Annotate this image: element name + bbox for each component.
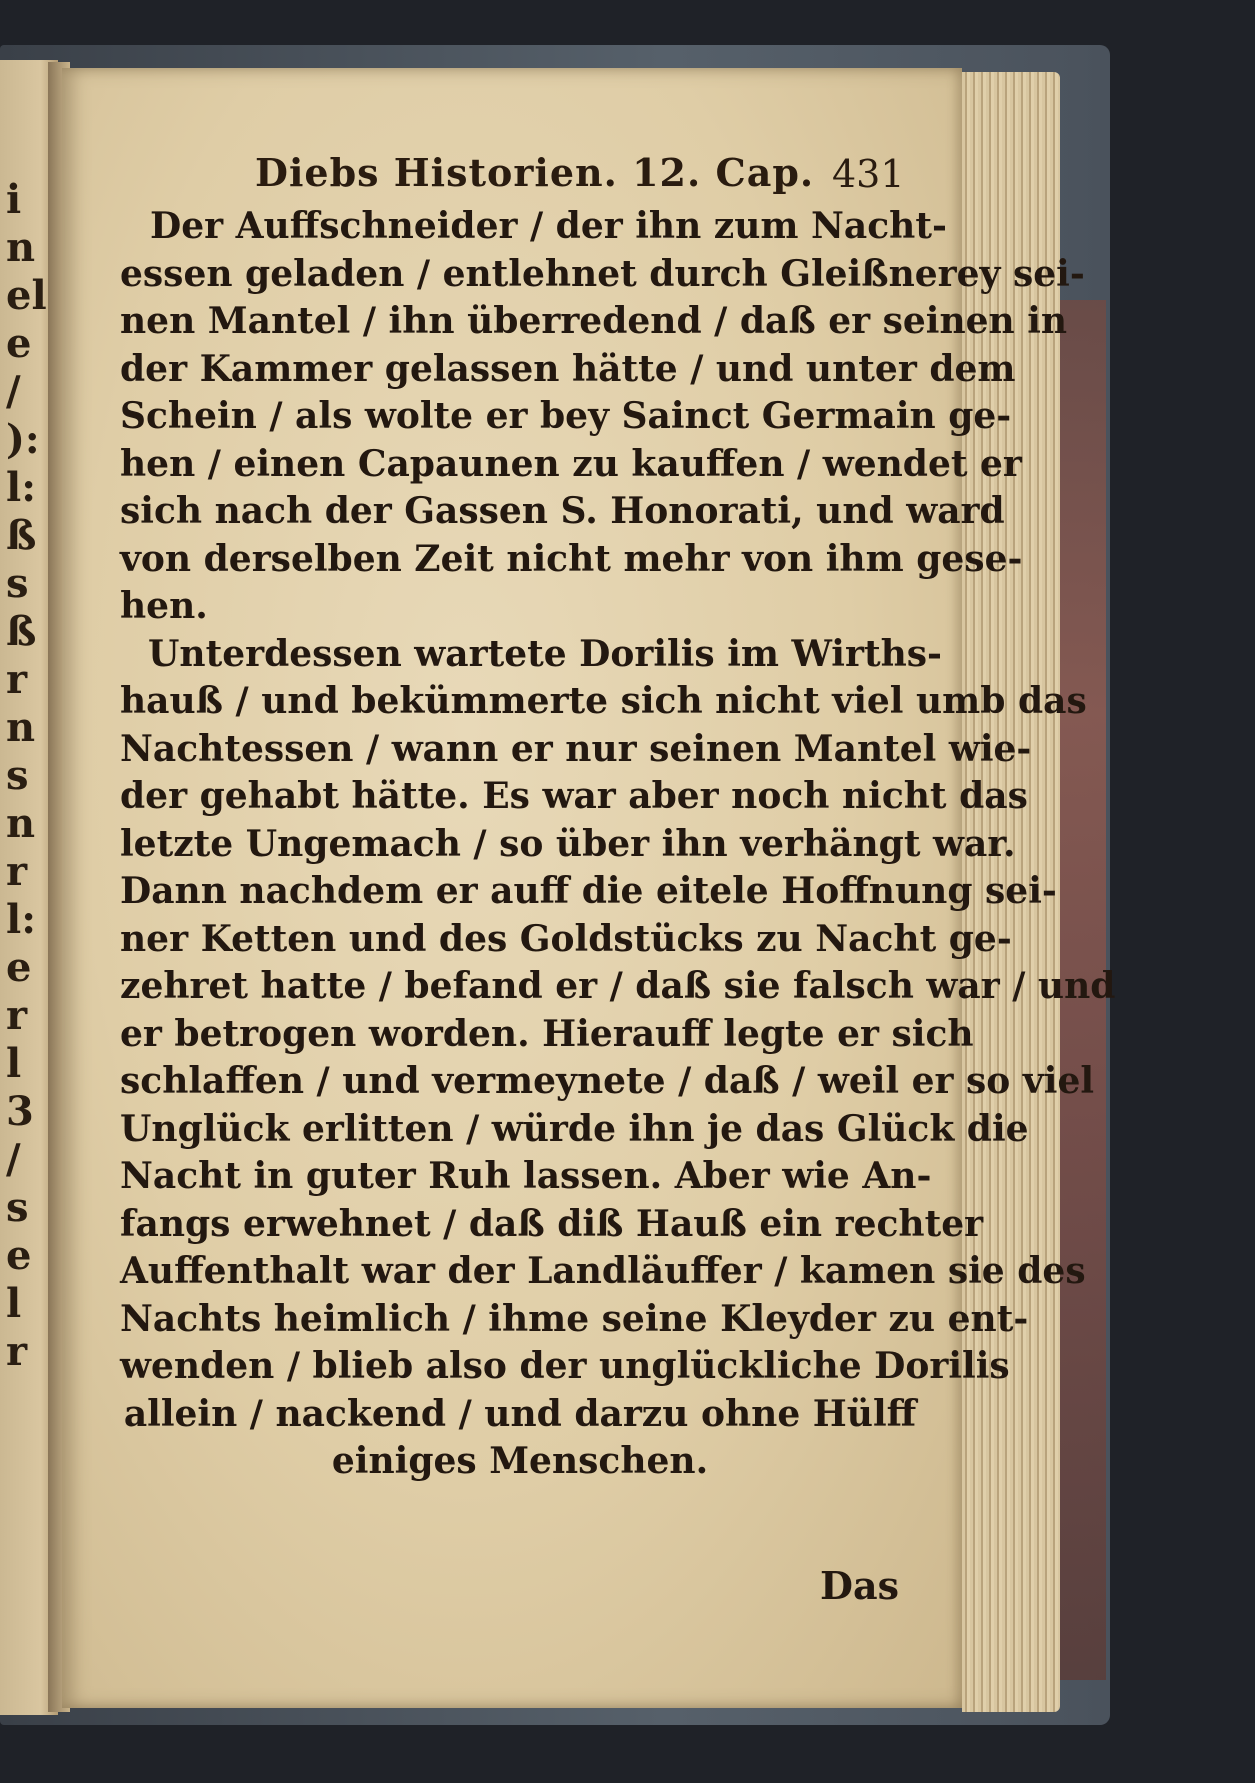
previous-page-fragment: / (6, 368, 21, 415)
previous-page-fragment: l: (6, 896, 36, 943)
text-line: einiges Menschen. (331, 1440, 709, 1482)
text-line: Nachts heimlich / ihme seine Kleyder zu ent- (120, 1297, 1029, 1340)
text-line: schlaffen / und vermeynete / daß / weil er so viel (120, 1060, 1095, 1102)
text-line: nen Mantel / ihn überredend / daß er seinen in (120, 300, 1068, 342)
text-line: Nachtessen / wann er nur seinen Mantel wie- (120, 727, 1032, 770)
previous-page-fragment: / (6, 1136, 21, 1183)
previous-page-fragment: e (6, 1232, 32, 1279)
previous-page-fragment: l (6, 1280, 22, 1327)
text-line: sich nach der Gassen S. Honorati, und ward (120, 490, 1005, 532)
previous-page-fragment: s (6, 1184, 29, 1231)
text-line: Der Auffschneider / der ihn zum Nacht- (150, 205, 947, 247)
text-line: wenden / blieb also der unglückliche Dorilis (120, 1345, 1010, 1387)
previous-page-fragment: n (6, 800, 36, 847)
text-line: allein / nackend / und darzu ohne Hülff (123, 1392, 917, 1435)
page-header (0, 150, 1255, 210)
text-line: hen. (120, 585, 208, 627)
text-line: hen / einen Capaunen zu kauffen / wendet er (120, 442, 1022, 485)
text-line: ner Ketten und des Goldstücks zu Nacht ge- (120, 917, 1012, 960)
text-line: der gehabt hätte. Es war aber noch nicht das (120, 775, 1028, 817)
page-number: 431 (832, 152, 905, 196)
text-line: Unterdessen wartete Dorilis im Wirths- (148, 632, 942, 675)
text-line: letzte Ungemach / so über ihn verhängt war. (120, 822, 1016, 865)
previous-page-fragment: ): (6, 416, 40, 463)
previous-page-fragment: 3 (6, 1088, 34, 1135)
text-line: Schein / als wolte er bey Sainct Germain ge- (120, 395, 1012, 437)
text-line: von derselben Zeit nicht mehr von ihm gese- (120, 537, 1023, 580)
previous-page-fragment: e (6, 320, 32, 367)
previous-page-fragment: n (6, 704, 36, 751)
previous-page-fragment: r (6, 1328, 28, 1375)
text-line: zehret hatte / befand er / daß sie falsch war / und (120, 965, 1116, 1007)
running-head: Diebs Historien. 12. Cap. (255, 150, 815, 195)
text-line: Unglück erlitten / würde ihn je das Glück die (120, 1107, 1029, 1150)
previous-page-fragment: s (6, 560, 29, 607)
text-line: er betrogen worden. Hierauff legte er sich (120, 1012, 974, 1055)
catchword: Das (820, 1563, 899, 1608)
previous-page-fragment: r (6, 656, 28, 703)
previous-page-fragment: el (6, 272, 47, 319)
previous-page-fragment: e (6, 944, 32, 991)
previous-page-fragment: r (6, 992, 28, 1039)
text-line: Dann nachdem er auff die eitele Hoffnung sei- (120, 870, 1057, 912)
text-line: Auffenthalt war der Landläuffer / kamen sie des (120, 1250, 1086, 1292)
previous-page-fragment: l (6, 1040, 22, 1087)
previous-page-fragment: i (6, 176, 22, 223)
text-line: hauß / und bekümmerte sich nicht viel umb das (120, 680, 1087, 722)
text-line: essen geladen / entlehnet durch Gleißnerey sei- (120, 252, 1085, 295)
previous-page-fragment: s (6, 752, 29, 799)
text-line: fangs erwehnet / daß diß Hauß ein rechter (120, 1202, 984, 1245)
previous-page-fragment: n (6, 224, 36, 271)
text-line: der Kammer gelassen hätte / und unter dem (120, 347, 1016, 390)
previous-page-fragment: ß (6, 608, 37, 655)
previous-page-fragment: l: (6, 464, 36, 511)
text-line: Nacht in guter Ruh lassen. Aber wie An- (120, 1155, 932, 1197)
previous-page-fragment: r (6, 848, 28, 895)
previous-page-fragment: ß (6, 512, 37, 559)
